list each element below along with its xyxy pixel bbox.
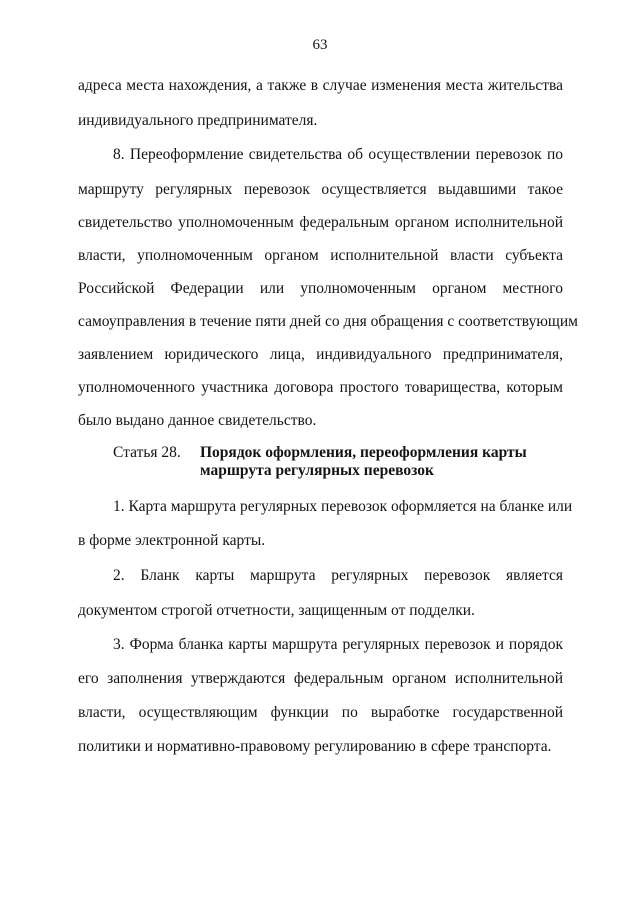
text-line: власти, уполномоченным органом исполнительной власти субъекта [78, 247, 563, 264]
text-line: политики и нормативно-правовому регулированию в сфере транспорта. [78, 738, 552, 755]
text-line: его заполнения утверждаются федеральным органом исполнительной [78, 670, 563, 687]
text-line: 8. Переоформление свидетельства об осуществлении перевозок по [113, 146, 563, 163]
page-number: 63 [312, 37, 328, 53]
article-title [200, 444, 563, 480]
text-line: Российской Федерации или уполномоченным органом местного [78, 280, 563, 297]
article-title-line: Порядок оформления, переоформления карты [200, 444, 527, 461]
article-number: Статья 28. [113, 444, 181, 461]
text-line: индивидуального предпринимателя. [78, 112, 318, 129]
text-line: было выдано данное свидетельство. [78, 412, 317, 429]
text-line: 3. Форма бланка карты маршрута регулярных перевозок и порядок [113, 636, 563, 653]
text-line: маршруту регулярных перевозок осуществляется выдавшими такое [78, 181, 563, 198]
text-line: уполномоченного участника договора простого товарищества, которым [78, 379, 563, 396]
text-line: власти, осуществляющим функции по выработке государственной [78, 704, 563, 721]
text-line: свидетельство уполномоченным федеральным органом исполнительной [78, 214, 563, 231]
text-line: заявлением юридического лица, индивидуального предпринимателя, [78, 346, 563, 363]
text-line: самоуправления в течение пяти дней со дня обращения с соответствующим [78, 313, 578, 330]
text-line: 1. Карта маршрута регулярных перевозок оформляется на бланке или [113, 498, 573, 515]
text-line: в форме электронной карты. [78, 532, 266, 549]
text-line: документом строгой отчетности, защищенным от подделки. [78, 602, 475, 619]
article-title-line: маршрута регулярных перевозок [200, 462, 434, 479]
text-line: 2. Бланк карты маршрута регулярных перевозок является [113, 567, 563, 584]
text-line: адреса места нахождения, а также в случае изменения места жительства [78, 77, 563, 94]
